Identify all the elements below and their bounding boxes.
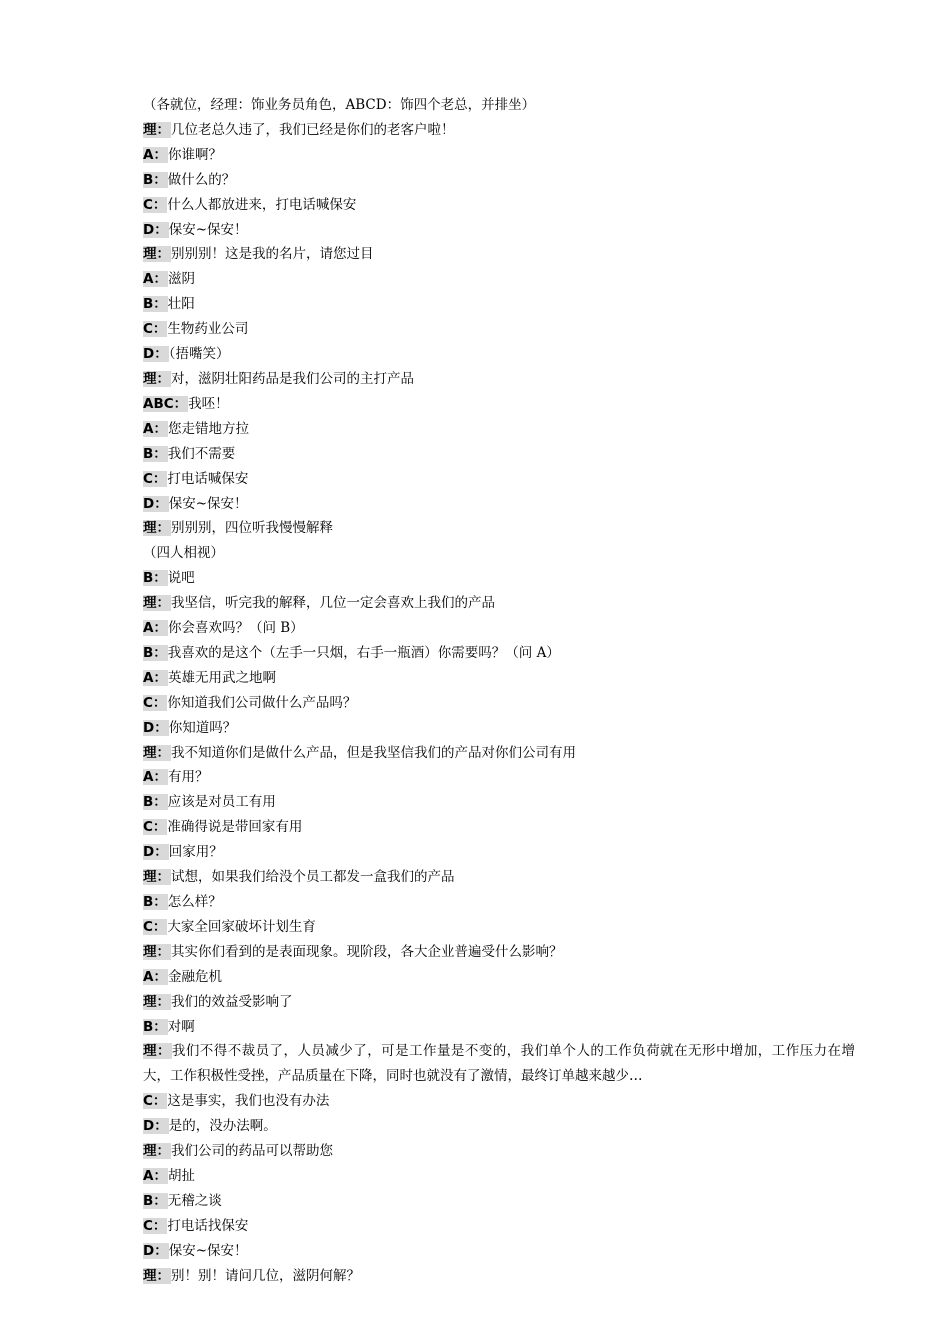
dialogue-line	[143, 242, 855, 267]
dialogue-line	[143, 292, 855, 317]
speaker-label: 理：	[143, 595, 170, 612]
dialogue-line	[143, 990, 855, 1015]
dialogue-text: 试想，如果我们给没个员工都发一盒我们的产品	[171, 869, 455, 886]
speaker-label: 理：	[143, 1267, 170, 1284]
speaker-label: C：	[143, 1093, 167, 1110]
speaker-label: ABC：	[143, 395, 188, 412]
dialogue-text: 怎么样？	[167, 894, 222, 910]
dialogue-line	[143, 591, 855, 616]
dialogue-text: 保安~保安！	[168, 495, 248, 512]
speaker-label: D：	[143, 719, 168, 736]
speaker-label: B：	[143, 445, 167, 462]
dialogue-line	[143, 467, 855, 492]
dialogue-text: 无稽之谈	[167, 1192, 222, 1209]
dialogue-line	[143, 666, 855, 691]
dialogue-text: 对，滋阴壮阳药品是我们公司的主打产品	[171, 370, 414, 387]
dialogue-text: 应该是对员工有用	[167, 794, 276, 811]
dialogue-line	[143, 1189, 855, 1214]
dialogue-line	[143, 342, 855, 367]
speaker-label: C：	[143, 1217, 167, 1234]
stage-direction	[143, 541, 855, 566]
dialogue-text: 这是事实，我们也没有办法	[167, 1093, 330, 1110]
dialogue-text: 保安~保安！	[168, 1242, 248, 1259]
speaker-label: D：	[143, 495, 168, 512]
speaker-label: 理：	[143, 370, 170, 387]
dialogue-text: 您走错地方拉	[167, 420, 249, 437]
dialogue-line	[143, 1214, 855, 1239]
speaker-label: B：	[143, 1192, 167, 1209]
speaker-label: B：	[143, 894, 167, 910]
dialogue-text: 做什么的？	[167, 171, 236, 188]
stage-direction	[143, 93, 855, 118]
script-body	[143, 93, 855, 1289]
dialogue-text: 别别别！这是我的名片，请您过目	[171, 246, 374, 263]
dialogue-text: 我们不得不裁员了，人员减少了，可是工作量是不变的，我们单个人的工作负荷就在无形中增加，工作压力在增大，工作积极性受挫，产品质量在下降，同时也就没有了激情，最终订单越来越少…	[143, 1043, 855, 1085]
speaker-label: B：	[143, 644, 167, 661]
dialogue-text: 我们的效益受影响了	[171, 993, 293, 1010]
speaker-label: A：	[143, 420, 167, 437]
dialogue-line	[143, 741, 855, 766]
speaker-label: C：	[143, 694, 167, 711]
dialogue-line	[143, 765, 855, 790]
speaker-label: A：	[143, 669, 167, 686]
dialogue-text: 生物药业公司	[167, 321, 249, 338]
dialogue-text: 是的，没办法啊。	[168, 1118, 277, 1135]
speaker-label: 理：	[143, 246, 170, 263]
dialogue-line	[143, 442, 855, 467]
speaker-label: B：	[143, 171, 167, 188]
dialogue-text: 打电话找保安	[167, 1217, 249, 1234]
dialogue-line	[143, 1114, 855, 1139]
dialogue-text: 我坚信，听完我的解释，几位一定会喜欢上我们的产品	[171, 595, 495, 612]
dialogue-line	[143, 865, 855, 890]
dialogue-text: 别别别，四位听我慢慢解释	[171, 520, 333, 537]
speaker-label: 理：	[143, 744, 170, 761]
dialogue-line	[143, 815, 855, 840]
dialogue-line	[143, 1164, 855, 1189]
speaker-label: A：	[143, 1167, 167, 1184]
speaker-label: A：	[143, 146, 167, 163]
dialogue-text: 打电话喊保安	[167, 470, 249, 487]
dialogue-text: 什么人都放进来，打电话喊保安	[167, 196, 357, 213]
dialogue-text: 保安~保安！	[168, 221, 248, 238]
dialogue-line	[143, 417, 855, 442]
speaker-label: A：	[143, 769, 167, 786]
speaker-label: B：	[143, 794, 167, 811]
speaker-label: D：	[143, 346, 168, 363]
dialogue-text: 我呸！	[188, 395, 229, 412]
dialogue-line	[143, 1264, 855, 1289]
dialogue-text: （捂嘴笑）	[168, 346, 230, 363]
speaker-label: C：	[143, 196, 167, 213]
dialogue-text: 我喜欢的是这个（左手一只烟，右手一瓶酒）你需要吗？（问 A）	[167, 644, 560, 661]
speaker-label: C：	[143, 321, 167, 338]
dialogue-text: 说吧	[167, 570, 195, 587]
dialogue-text: 准确得说是带回家有用	[167, 819, 303, 836]
dialogue-line	[143, 392, 855, 417]
dialogue-text: 你知道我们公司做什么产品吗？	[167, 694, 357, 711]
dialogue-text: 大家全回家破坏计划生育	[167, 918, 316, 935]
speaker-label: D：	[143, 844, 168, 861]
dialogue-text: 你谁啊？	[167, 146, 222, 163]
speaker-label: C：	[143, 470, 167, 487]
dialogue-line	[143, 641, 855, 666]
speaker-label: A：	[143, 968, 167, 985]
dialogue-line	[143, 790, 855, 815]
dialogue-line	[143, 516, 855, 541]
speaker-label: 理：	[143, 943, 170, 960]
dialogue-text: 几位老总久违了，我们已经是你们的老客户啦！	[171, 121, 455, 138]
speaker-label: 理：	[143, 121, 170, 138]
dialogue-text: 对啊	[167, 1018, 195, 1035]
dialogue-line	[143, 840, 855, 865]
dialogue-line	[143, 218, 855, 243]
speaker-label: 理：	[143, 1143, 170, 1160]
speaker-label: D：	[143, 1118, 168, 1135]
dialogue-line	[143, 616, 855, 641]
speaker-label: B：	[143, 570, 167, 587]
dialogue-line	[143, 267, 855, 292]
dialogue-line	[143, 965, 855, 990]
dialogue-line	[143, 168, 855, 193]
dialogue-text: 我不知道你们是做什么产品，但是我坚信我们的产品对你们公司有用	[171, 744, 576, 761]
dialogue-line	[143, 193, 855, 218]
dialogue-text: 滋阴	[167, 271, 195, 288]
dialogue-line	[143, 367, 855, 392]
dialogue-line	[143, 1015, 855, 1040]
dialogue-text: 你知道吗？	[168, 719, 237, 736]
dialogue-text: 回家用？	[168, 844, 223, 861]
dialogue-line	[143, 1139, 855, 1164]
stage-direction-text: （各就位，经理：饰业务员角色，ABCD：饰四个老总，并排坐）	[143, 97, 536, 113]
speaker-label: D：	[143, 1242, 168, 1259]
dialogue-text: 金融危机	[167, 968, 222, 985]
dialogue-text: 别！别！请问几位，滋阴何解？	[171, 1267, 360, 1284]
dialogue-text: 其实你们看到的是表面现象。现阶段，各大企业普遍受什么影响？	[171, 943, 563, 960]
speaker-label: 理：	[143, 993, 170, 1010]
dialogue-line	[143, 566, 855, 591]
speaker-label: 理：	[143, 520, 170, 537]
dialogue-text: 你会喜欢吗？（问 B）	[167, 620, 304, 637]
speaker-label: B：	[143, 296, 167, 313]
dialogue-line	[143, 118, 855, 143]
dialogue-text: 胡扯	[167, 1167, 195, 1184]
dialogue-text: 有用？	[167, 769, 209, 786]
dialogue-text: 我们公司的药品可以帮助您	[171, 1143, 333, 1160]
dialogue-line	[143, 940, 855, 965]
speaker-label: C：	[143, 819, 167, 836]
dialogue-line	[143, 890, 855, 915]
speaker-label: 理：	[143, 869, 170, 886]
speaker-label: A：	[143, 271, 167, 288]
dialogue-line	[143, 1039, 855, 1089]
dialogue-line	[143, 143, 855, 168]
speaker-label: C：	[143, 918, 167, 935]
dialogue-line	[143, 317, 855, 342]
dialogue-text: 我们不需要	[167, 445, 236, 462]
speaker-label: D：	[143, 221, 168, 238]
dialogue-line	[143, 492, 855, 517]
dialogue-line	[143, 1239, 855, 1264]
dialogue-line	[143, 691, 855, 716]
dialogue-text: 壮阳	[167, 296, 195, 313]
dialogue-text: 英雄无用武之地啊	[167, 669, 276, 686]
dialogue-line	[143, 716, 855, 741]
dialogue-line	[143, 915, 855, 940]
speaker-label: 理：	[143, 1043, 171, 1060]
speaker-label: B：	[143, 1018, 167, 1035]
stage-direction-text: （四人相视）	[143, 545, 224, 562]
speaker-label: A：	[143, 620, 167, 637]
dialogue-line	[143, 1089, 855, 1114]
